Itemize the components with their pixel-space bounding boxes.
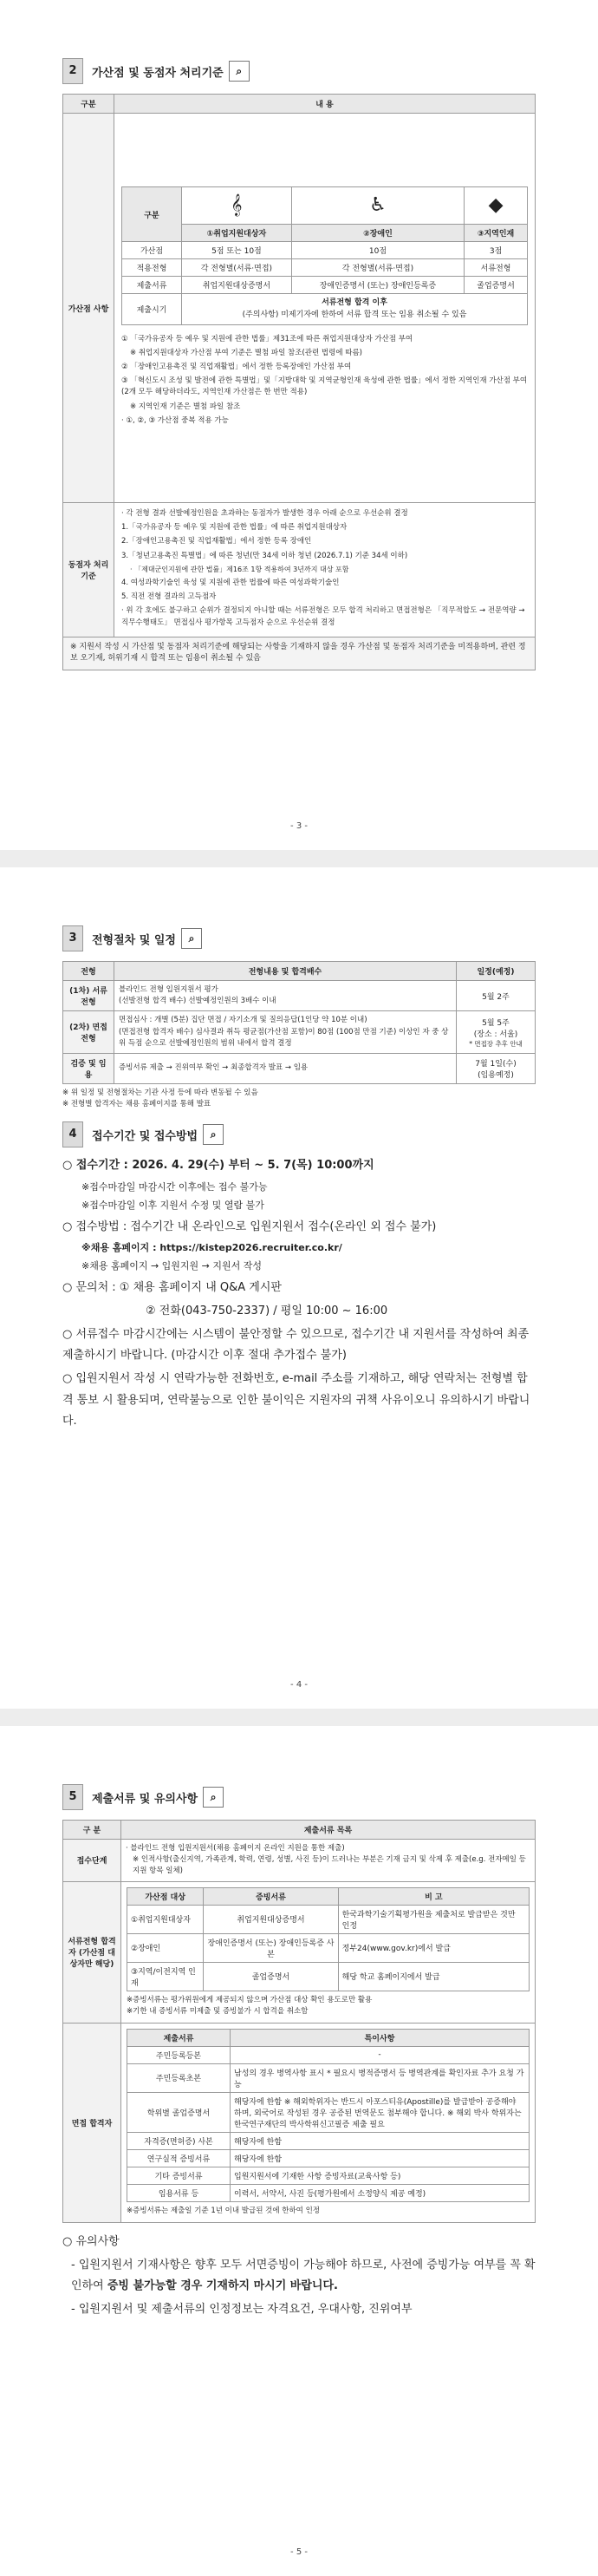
idocs-cell: 주민등록등본 [127, 2046, 231, 2063]
proof-cell: ①취업지원대상자 [127, 1905, 204, 1933]
search-icon: ⌕ [181, 928, 202, 949]
proof-cell: 해당 학교 홈페이지에서 발급 [338, 1962, 529, 1991]
idocs-cell: - [231, 2046, 530, 2063]
inner-h-3: ③지역인재 [465, 225, 528, 242]
search-icon: ⌕ [229, 61, 250, 82]
inner-cell: 10점 [291, 242, 464, 259]
schedule-table [62, 961, 536, 1084]
col-date: 일정(예정) [457, 962, 536, 981]
bonus-inner-table [121, 186, 528, 325]
inner-h-2: ②장애인 [291, 225, 464, 242]
idocs-h: 특이사항 [231, 2029, 530, 2046]
period-note: ※접수마감일 이후 지원서 수정 및 열람 불가 [81, 1199, 264, 1211]
section-number: 2 [62, 58, 83, 84]
proof-note: ※증빙서류는 평가위원에게 제공되지 않으며 가산점 대상 확인 용도로만 활용 [127, 1995, 373, 2004]
submit-line: ※ 인적사항(출신지역, 가족관계, 학력, 연령, 성별, 사진 등)이 드러나는 부분은 기재 금지 및 삭제 후 제출(e.g. 전자메일 등 지원 항목 일체) [133, 1855, 526, 1876]
bonus-note: ※ 취업지원대상자 가산점 부여 기준은 별첨 파일 참조(관련 법령에 따름) [130, 348, 362, 357]
proof-cell: 한국과학기술기획평가원을 제출처로 발급받은 것만 인정 [338, 1905, 529, 1933]
search-icon: ⌕ [203, 1124, 224, 1145]
section-number: 4 [62, 1121, 83, 1147]
stage-1-content: (선발전형 합격 배수) 선발예정인원의 3배수 이내 [119, 997, 276, 1006]
proof-h: 증빙서류 [204, 1887, 338, 1905]
paragraph-deadline: ○ 서류접수 마감시간에는 시스템이 불안정할 수 있으므로, 접수기간 내 지원서를 작성하여 최종제출하시기 바랍니다. (마감시간 이후 절대 추가접수 불가) [62, 1327, 530, 1363]
submit-time-sub: (주의사항) 미제기자에 한하여 서류 합격 또는 임용 취소될 수 있음 [242, 311, 467, 320]
submit-time-main: 서류전형 합격 이후 [322, 298, 387, 307]
inner-row-label: 가산점 [122, 242, 182, 259]
inner-cell: 장애인증명서 (또는) 장애인등록증 [291, 277, 464, 294]
section-5-header [62, 1785, 536, 1809]
tie-note: 3.「청년고용촉진 특별법」에 따른 청년(만 34세 이하 청년 (2026.7.1) 기준 34세 이하) [121, 551, 408, 560]
row-label-bonus: 가산점 사항 [63, 114, 114, 503]
wheelchair-icon: ♿ [369, 194, 387, 216]
inner-cell: 취업지원대상증명서 [182, 277, 292, 294]
search-icon: ⌕ [203, 1787, 224, 1808]
tie-note: 5. 직전 전형 결과의 고득점자 [121, 592, 217, 602]
page-number: - 5 - [290, 2547, 308, 2557]
tie-note: 2.「장애인고용촉진 및 직업재활법」에서 정한 등록 장애인 [121, 537, 312, 546]
proof-cell: 졸업증명서 [204, 1962, 338, 1991]
tie-note: · 위 각 호에도 불구하고 순위가 결정되지 아니할 때는 서류전형은 모두 합격 처리하고 면접전형은 「직무적합도 → 전문역량 → 직무수행태도」 면접심사 평가항목 고득점자 순으로 우선순위 결정 [121, 606, 525, 627]
bonus-note: · ①, ②, ③ 가산점 중복 적용 가능 [121, 415, 229, 425]
col-stage: 전형 [63, 962, 114, 981]
col-content: 전형내용 및 합격배수 [114, 962, 457, 981]
inquiry-phone: ② 전화(043-750-2337) / 평일 10:00 ~ 16:00 [146, 1304, 388, 1317]
col-category: 구 분 [63, 1821, 121, 1840]
proof-h: 비 고 [338, 1887, 529, 1905]
inner-h-1: ①취업지원대상자 [182, 225, 292, 242]
music-symbol-icon: 𝄞 [231, 194, 243, 216]
col-docs: 제출서류 목록 [121, 1821, 536, 1840]
method-note: ※채용 홈페이지 : https://kistep2026.recruiter.co.kr/ [81, 1242, 342, 1254]
idocs-cell: 연구실적 증빙서류 [127, 2149, 231, 2167]
idocs-cell: 기타 증빙서류 [127, 2167, 231, 2184]
tie-note: 4. 여성과학기술인 육성 및 지원에 관한 법률에 따른 여성과학기술인 [121, 579, 340, 588]
caution-2: - 입원지원서 및 제출서류의 인정정보는 자격요건, 우대사항, 진위여부 [71, 2303, 413, 2317]
bonus-note: ③ 「혁신도시 조성 및 발전에 관한 특별법」및「지방대학 및 지역균형인재 육성에 관한 법률」에서 정한 지역인재 가산점 부여(2개 모두 해당하더라도, 지역인재 가산점은 한 번만 적용) [121, 376, 528, 397]
idocs-h: 제출서류 [127, 2029, 231, 2046]
submit-line: · 블라인드 전형 입원지원서(채용 홈페이지 온라인 지원을 통한 제출) [126, 1844, 345, 1853]
idocs-cell: 학위별 졸업증명서 [127, 2092, 231, 2132]
page-5 [0, 1726, 598, 2576]
inner-row-label: 제출서류 [122, 277, 182, 294]
page-3 [0, 0, 598, 850]
schedule-note: ※ 위 일정 및 전형절차는 기관 사정 등에 따라 변동될 수 있음 [62, 1088, 258, 1097]
caution-1-emphasis: 증빙 불가능할 경우 기재하지 마시기 바랍니다. [107, 2279, 338, 2293]
section-title: 제출서류 및 유의사항 [92, 1792, 198, 1806]
inner-cell: 3점 [465, 242, 528, 259]
inner-cell: 졸업증명서 [465, 277, 528, 294]
idocs-cell: 입원지원서에 기재한 사항 증빙자료(교육사항 등) [231, 2167, 530, 2184]
inner-h-0: 구분 [122, 187, 182, 242]
stage-3: 검증 및 임용 [63, 1053, 114, 1083]
idocs-cell: 자격증(면허증) 사본 [127, 2132, 231, 2149]
stage-1: (1차) 서류전형 [63, 981, 114, 1011]
stage-1-date: 5월 2주 [457, 981, 536, 1011]
stage-3-date: 7월 1일(수) [475, 1059, 517, 1069]
bonus-note: ① 「국가유공자 등 예우 및 지원에 관한 법률」제31조에 따른 취업지원대상자 가산점 부여 [121, 334, 413, 343]
idocs-cell: 해당자에 한함 [231, 2149, 530, 2167]
bonus-note: ※ 지역인재 기준은 별첨 파일 참조 [130, 402, 241, 411]
cautions-title: ○ 유의사항 [62, 2235, 120, 2249]
bonus-note: ② 「장애인고용촉진 및 직업재활법」에서 정한 등록장애인 가산점 부여 [121, 363, 352, 372]
proof-h: 가산점 대상 [127, 1887, 204, 1905]
stage-2: (2차) 면접전형 [63, 1011, 114, 1054]
col-content: 내 용 [114, 95, 536, 114]
inner-cell: 서류전형 [465, 259, 528, 277]
bottom-note: ※ 지원서 작성 시 가산점 및 동점자 처리기준에 해당되는 사항을 기재하지 않을 경우 가산점 및 동점자 처리기준을 미적용하며, 관련 정보 오기재, 허위기재 시 합격 또는 임용이 취소될 수 있음 [62, 637, 536, 670]
inner-cell: 각 전형별(서류·면접) [182, 259, 292, 277]
idocs-cell: 남성의 경우 병역사항 표시 * 필요시 병적증명서 등 병역관계를 확인자료 추가 요청 가능 [231, 2063, 530, 2092]
row-label-tie: 동점자 처리기준 [63, 503, 114, 637]
page-4 [0, 867, 598, 1709]
tie-note: · 「제대군인지원에 관한 법률」제16조 1항 적용하여 3년까지 대상 포함 [130, 565, 349, 573]
bonus-notes [121, 334, 528, 427]
stage-2-content: (면접전형 합격자 배수) 심사결과 취득 평균점(가산점 포함)이 80점 (100점 만점 기준) 이상인 자 중 상위 득점 순으로 선발예정인원의 범위 내에서 합격 결정 [119, 1027, 449, 1048]
page-number: - 3 - [290, 821, 308, 831]
paragraph-contact: ○ 입원지원서 작성 시 연락가능한 전화번호, e-mail 주소를 기재하고, 해당 연락처는 전형별 합격 통보 시 활용되며, 연락불능으로 인한 불이익은 지원자의 귀책 사유이오니 유의하시기 바랍니다. [62, 1371, 530, 1429]
inquiry-label: ○ 문의처 : ① 채용 홈페이지 내 Q&A 게시판 [62, 1281, 282, 1295]
idocs-cell: 해당자에 한함 [231, 2132, 530, 2149]
section-3-header [62, 926, 536, 951]
section-title: 전형절차 및 일정 [92, 933, 176, 947]
tie-notes [121, 508, 528, 629]
period-label: ○ 접수기간 : 2026. 4. 29(수) 부터 ~ 5. 7(목) 10:00까지 [62, 1159, 374, 1173]
row-label-doc-pass: 서류전형 합격자 (가산점 대상자만 해당) [63, 1881, 121, 2023]
caution-1 [71, 2255, 536, 2298]
documents-table [62, 1820, 536, 2223]
tie-note: · 각 전형 결과 선발예정인원을 초과하는 동점자가 발생한 경우 아래 순으로 우선순위 결정 [121, 509, 408, 518]
period-note: ※접수마감일 마감시간 이후에는 접수 불가능 [81, 1180, 268, 1193]
idocs-cell: 해당자에 한함 ※ 해외학위자는 반드시 아포스티유(Apostille)를 발급받아 공증해야 하며, 외국어로 작성된 경우 공증된 번역문도 첨부해야 합니다. ※ 해외 박사 학위자는 한국연구재단의 박사학위신고필증 제출 필요 [231, 2092, 530, 2132]
proof-cell: 정부24(www.gov.kr)에서 발급 [338, 1933, 529, 1962]
section-title: 접수기간 및 접수방법 [92, 1129, 198, 1143]
section-number: 3 [62, 925, 83, 951]
cautions [62, 2232, 536, 2321]
bonus-proof-table [127, 1887, 530, 1991]
submit-time-label: 제출시기 [122, 294, 182, 325]
col-category: 구분 [63, 95, 114, 114]
proof-cell: 취업지원대상증명서 [204, 1905, 338, 1933]
interview-docs-table [127, 2029, 530, 2202]
stage-3-date-sub: (임용예정) [478, 1070, 514, 1080]
row-label-submit: 접수단계 [63, 1840, 121, 1882]
inner-cell: 각 전형별(서류·면접) [291, 259, 464, 277]
idocs-cell: 이력서, 서약서, 사진 등(평가원에서 소정양식 제공 예정) [231, 2184, 530, 2201]
inner-row-label: 적용전형 [122, 259, 182, 277]
section-title: 가산점 및 동점자 처리기준 [92, 66, 224, 80]
idocs-cell: 주민등록초본 [127, 2063, 231, 2092]
stage-2-date: 5월 5주 [482, 1018, 510, 1028]
stage-3-content: 증빙서류 제출 → 진위여부 확인 → 최종합격자 발표 → 임용 [114, 1053, 457, 1083]
proof-cell: ③지역/이전지역 인재 [127, 1962, 204, 1991]
stage-2-date-sub: (장소 : 서울) [473, 1030, 518, 1039]
page-number: - 4 - [290, 1680, 308, 1690]
row-label-interview-pass: 면접 합격자 [63, 2023, 121, 2222]
idocs-note: ※증빙서류는 제출일 기준 1년 이내 발급된 것에 한하여 인정 [127, 2206, 321, 2215]
inner-cell: 5점 또는 10점 [182, 242, 292, 259]
stage-1-content: 블라인드 전형 입원지원서 평가 [119, 985, 218, 994]
bonus-table [62, 94, 536, 637]
proof-cell: ②장애인 [127, 1933, 204, 1962]
proof-note: ※기한 내 증빙서류 미제출 및 증빙불가 시 합격을 취소함 [127, 2006, 309, 2016]
tie-note: 1.「국가유공자 등 예우 및 지원에 관한 법률」에 따른 취업지원대상자 [121, 523, 348, 533]
stage-2-content: 면접심사 : 개별 (5분) 집단 면접 / 자기소개 및 질의응답(1인당 약 10분 이내) [119, 1016, 367, 1025]
proof-cell: 장애인증명서 (또는) 장애인등록증 사본 [204, 1933, 338, 1962]
stage-2-date-note: * 면접장 추후 안내 [469, 1039, 523, 1048]
caution-1-text: - 입원지원서 기재사항은 향후 모두 서면증빙이 가능해야 하므로, 사전에 증빙가능 여부를 꼭 확인하여 [71, 2258, 536, 2293]
application-info [62, 1155, 536, 1433]
idocs-cell: 임용서류 등 [127, 2184, 231, 2201]
korea-map-icon: ◆ [488, 194, 504, 216]
section-4-header [62, 1122, 536, 1147]
section-2-header [62, 59, 536, 83]
method-note: ※채용 홈페이지 → 입원지원 → 지원서 작성 [81, 1260, 263, 1272]
schedule-note: ※ 전형별 합격자는 채용 홈페이지를 통해 발표 [62, 1100, 211, 1109]
section-number: 5 [62, 1784, 83, 1810]
method-label: ○ 접수방법 : 접수기간 내 온라인으로 입원지원서 접수(온라인 외 접수 불가) [62, 1219, 437, 1233]
